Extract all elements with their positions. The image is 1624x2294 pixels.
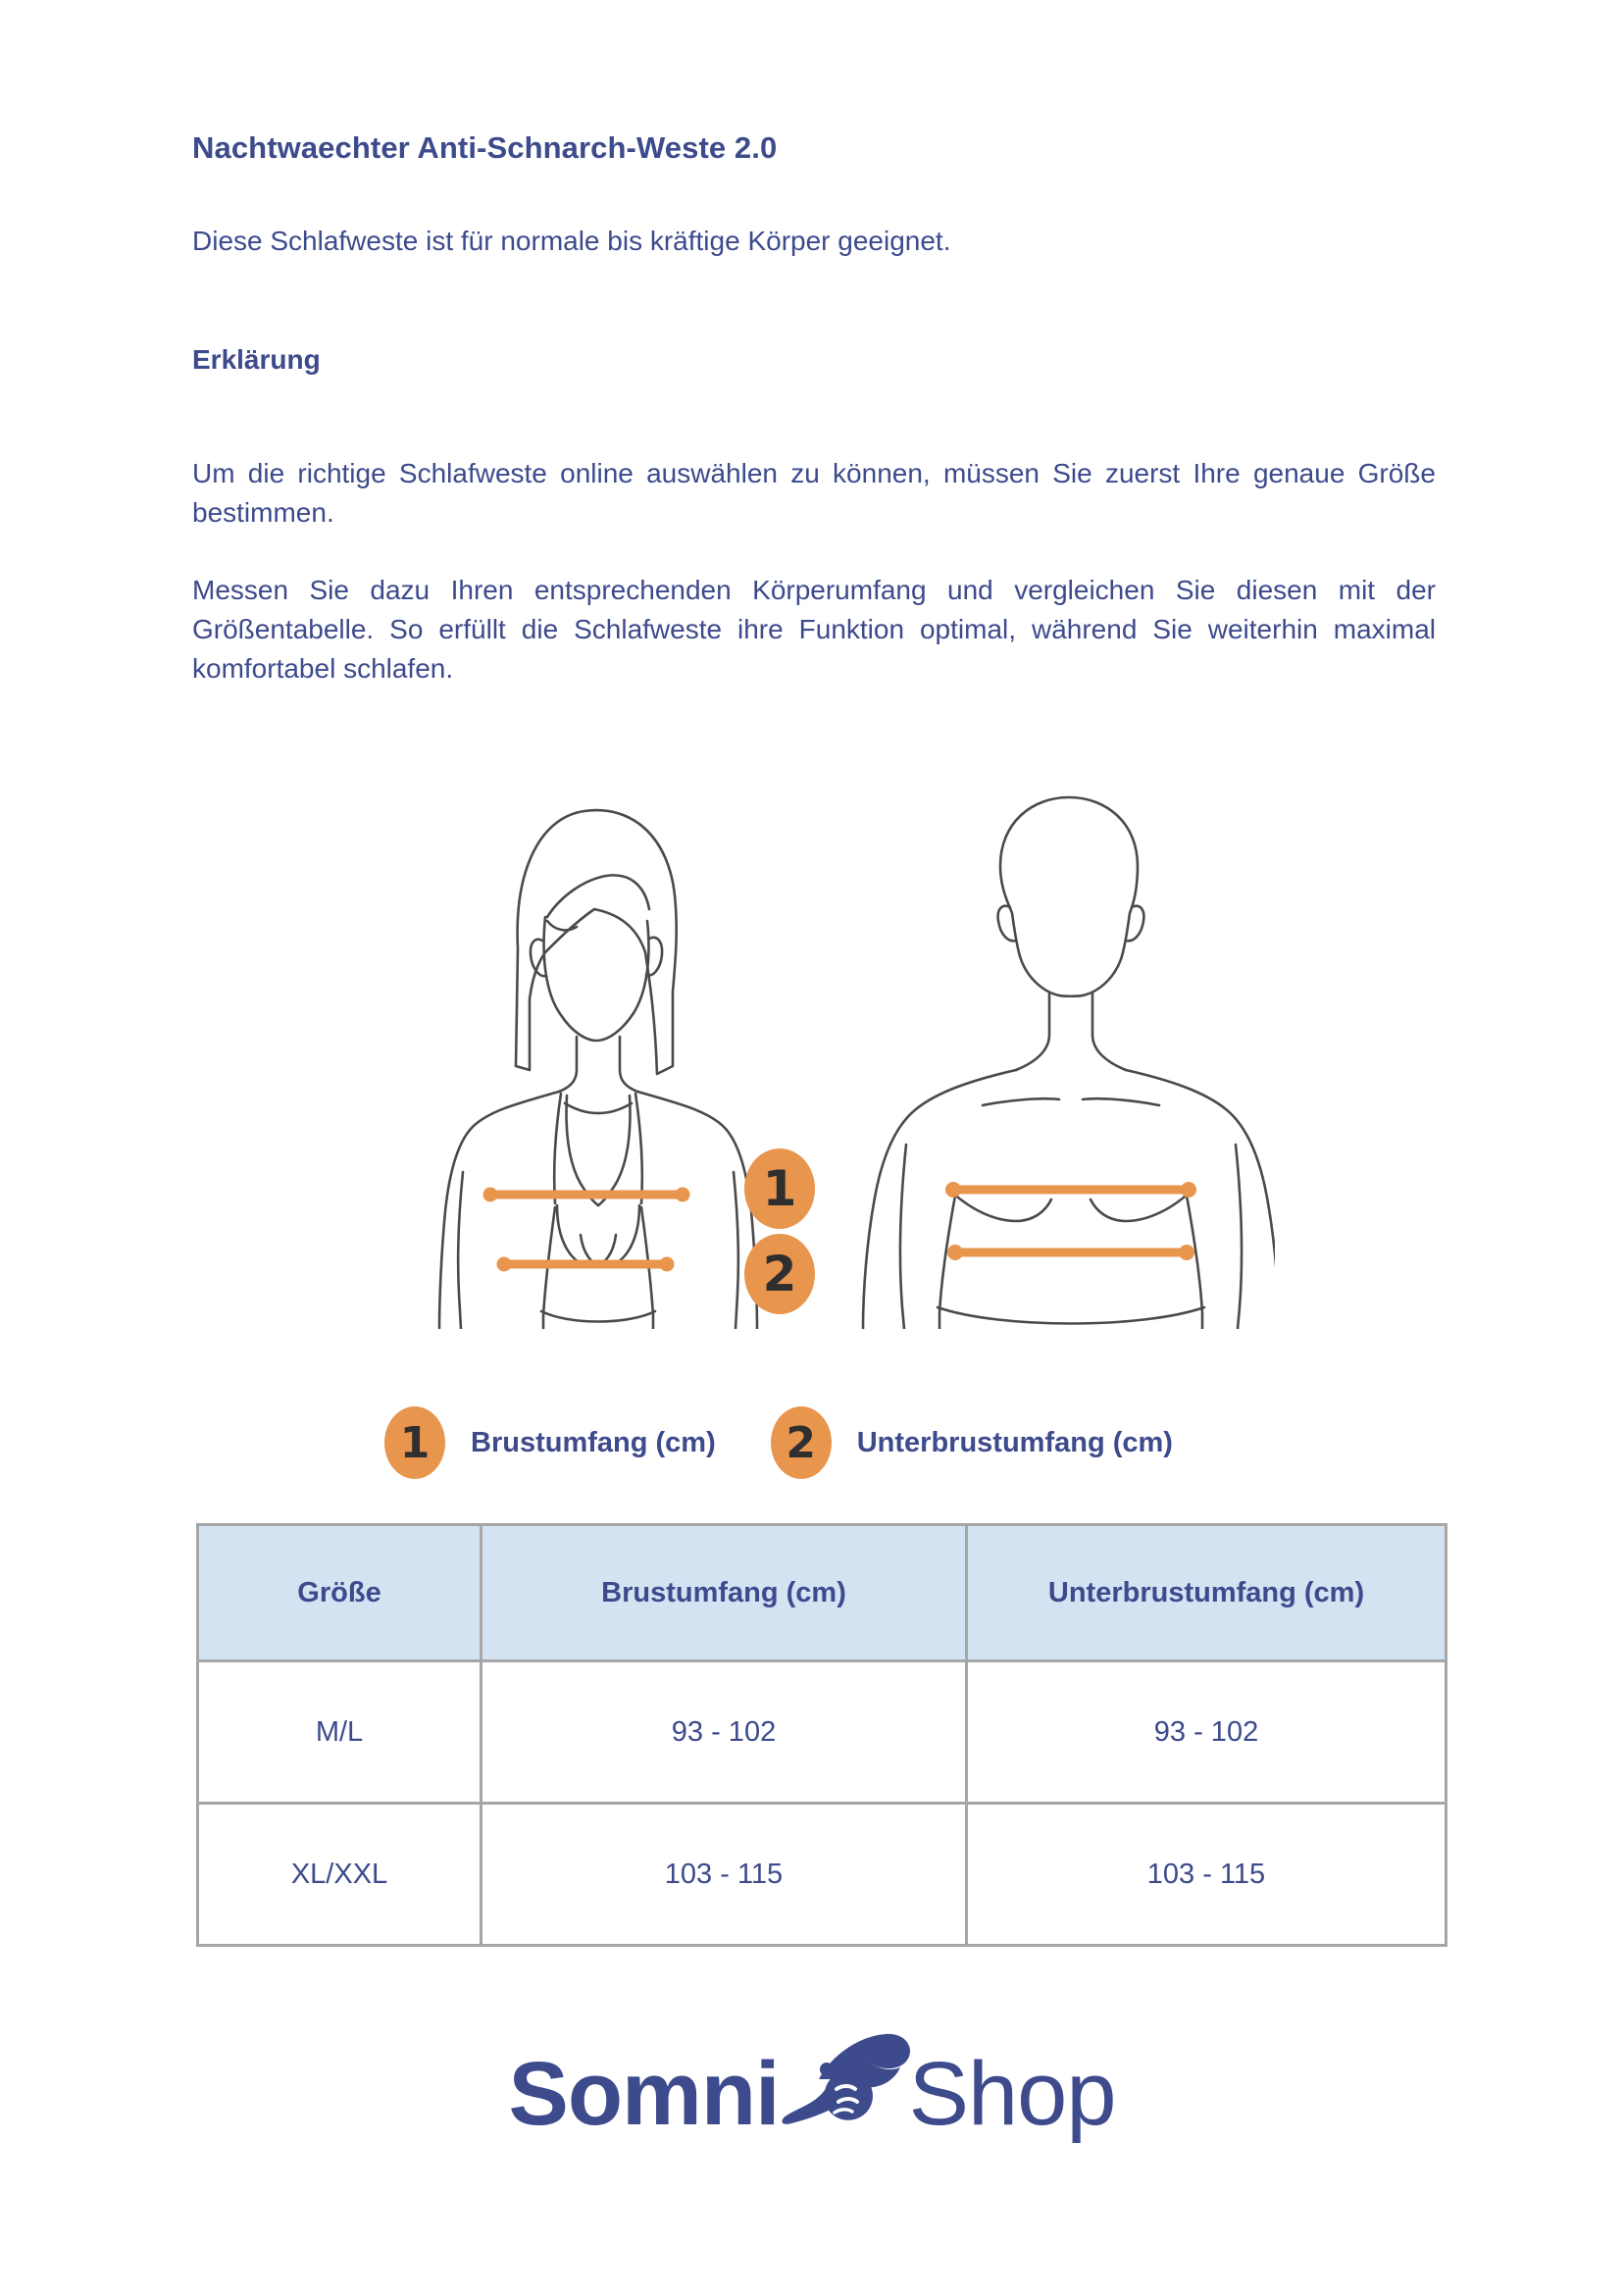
male-chest-measure-bar [945, 1182, 1196, 1198]
cell-size: XL/XXL [198, 1804, 482, 1946]
table-row [198, 1661, 1446, 1804]
cell-chest: 93 - 102 [482, 1661, 967, 1804]
female-figure-icon [439, 810, 757, 1329]
sleeping-face-nightcap-icon [776, 2030, 913, 2157]
cell-underbust: 103 - 115 [967, 1804, 1446, 1946]
legend-label-underbust: Unterbrustumfang (cm) [856, 1426, 1173, 1458]
callout-badge-1 [744, 1148, 815, 1229]
section-heading-erklaerung: Erklärung [192, 343, 321, 375]
table-header [198, 1525, 1446, 1661]
col-header-size: Größe [198, 1525, 482, 1661]
callout-badge-2 [744, 1234, 815, 1314]
svg-text:2: 2 [762, 1246, 797, 1302]
brand-logo [0, 2030, 1624, 2157]
legend-label-chest: Brustumfang (cm) [471, 1426, 716, 1458]
size-chart-table [196, 1523, 1447, 1947]
logo-lockup [509, 2030, 1116, 2157]
female-chest-measure-bar [483, 1188, 690, 1202]
logo-word-somni: Somni [508, 2043, 780, 2144]
measurement-illustration [392, 721, 1275, 1329]
table-header-row [198, 1525, 1446, 1661]
legend-item-underbust [771, 1406, 1173, 1479]
cell-underbust: 93 - 102 [967, 1661, 1446, 1804]
col-header-chest: Brustumfang (cm) [482, 1525, 967, 1661]
svg-text:1: 1 [762, 1160, 797, 1217]
lead-paragraph: Diese Schlafweste ist für normale bis kräftige Körper geeignet. [192, 225, 951, 256]
body-paragraph-2: Messen Sie dazu Ihren entsprechenden Körperumfang und vergleichen Sie diesen mit der Größentabelle. So erfüllt die Schlafweste ihre Funktion optimal, während Sie weiterhin maximal komfortabel schlafen. [192, 575, 1436, 684]
measurement-legend [192, 1398, 1438, 1488]
page-title: Nachtwaechter Anti-Schnarch-Weste 2.0 [192, 130, 778, 165]
badge-2-icon: 2 [771, 1406, 832, 1479]
col-header-underbust: Unterbrustumfang (cm) [967, 1525, 1446, 1661]
body-paragraph-1: Um die richtige Schlafweste online auswählen zu können, müssen Sie zuerst Ihre genaue Größe bestimmen. [192, 457, 1436, 528]
logo-word-shop: Shop [908, 2043, 1116, 2144]
text-content [192, 129, 1436, 688]
badge-1-icon: 1 [384, 1406, 445, 1479]
table-row [198, 1804, 1446, 1946]
legend-item-chest [384, 1406, 716, 1479]
cell-chest: 103 - 115 [482, 1804, 967, 1946]
table-body [198, 1661, 1446, 1946]
male-underbust-measure-bar [947, 1245, 1194, 1260]
cell-size: M/L [198, 1661, 482, 1804]
